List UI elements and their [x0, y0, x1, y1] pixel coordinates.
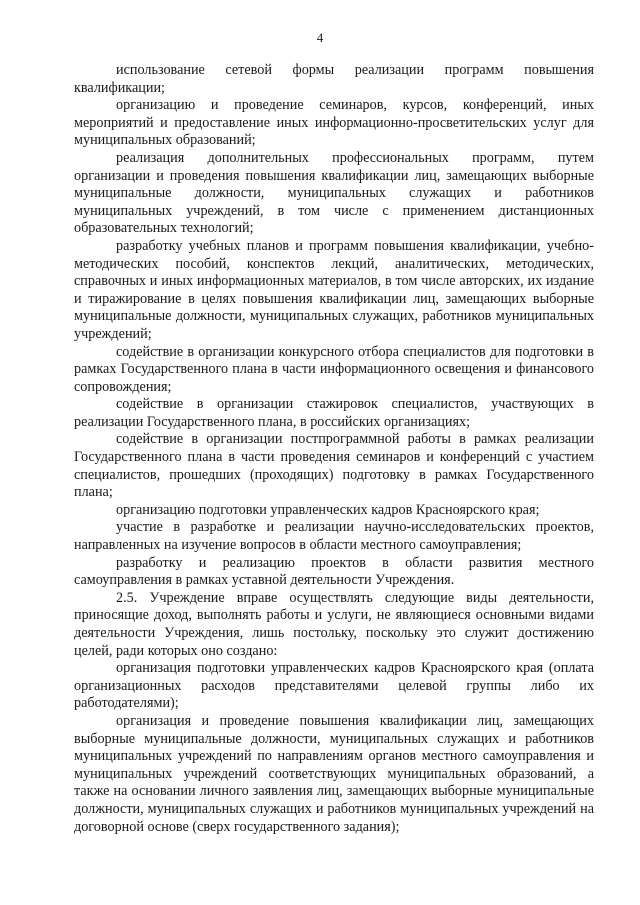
- paragraph: реализация дополнительных профессиональных программ, путем организации и проведения повышения квалификации лиц, замещающих выборные муниципальные должности, муниципальных служащих и работников муниципальных учреждений, в том числе с применением дистанционных образовательных технологий;: [74, 149, 594, 237]
- paragraph: организация подготовки управленческих кадров Красноярского края (оплата организационных расходов представителями целевой группы либо их работодателями);: [74, 660, 594, 712]
- paragraph: содействие в организации стажировок специалистов, участвующих в реализации Государственного плана, в российских организациях;: [74, 396, 594, 430]
- paragraph: разработку и реализацию проектов в области развития местного самоуправления в рамках уставной деятельности Учреждения.: [74, 554, 594, 589]
- paragraph: участие в разработке и реализации научно-исследовательских проектов, направленных на изучение вопросов в области местного самоуправления;: [74, 519, 594, 554]
- paragraph: использование сетевой формы реализации программ повышения квалификации;: [74, 62, 594, 96]
- paragraph: содействие в организации постпрограммной работы в рамках реализации Государственного плана в части проведения семинаров и конференций с участием специалистов, прошедших (проходящих) подготовку в рамках Государственного плана;: [74, 431, 594, 501]
- paragraph: организацию и проведение семинаров, курсов, конференций, иных мероприятий и предоставление иных информационно-просветительских услуг для муниципальных образований;: [74, 97, 594, 149]
- paragraph: содействие в организации конкурсного отбора специалистов для подготовки в рамках Государственного плана в части информационного освещения и финансового сопровождения;: [74, 343, 594, 395]
- paragraph: организация и проведение повышения квалификации лиц, замещающих выборные муниципальные должности, муниципальных служащих и работников муниципальных учреждений по направлениям органов местного самоуправления и муниципальных учреждений соответствующих муниципальных образований, а также на основании личного заявления лиц, замещающих выборные муниципальные должности, муниципальных служащих и работников муниципальных учреждений на договорной основе (сверх государственного задания);: [74, 712, 594, 835]
- paragraph: организацию подготовки управленческих кадров Красноярского края;: [116, 501, 540, 518]
- page-number: 4: [316, 30, 324, 45]
- paragraph: разработку учебных планов и программ повышения квалификации, учебно-методических пособий, конспектов лекций, аналитических, методических, справочных и иных информационных материалов, в том числе авторских, их издание и тиражирование в целях повышения квалификации лиц, замещающих выборные муниципальные должности, муниципальных служащих, работников муниципальных учреждений;: [74, 237, 594, 342]
- section-paragraph-2-5: 2.5. Учреждение вправе осуществлять следующие виды деятельности, приносящие доход, выполнять работы и услуги, не являющиеся основными видами деятельности Учреждения, лишь постольку, поскольку это служит достижению целей, ради которых оно создано:: [74, 589, 594, 659]
- document-body: [74, 62, 594, 836]
